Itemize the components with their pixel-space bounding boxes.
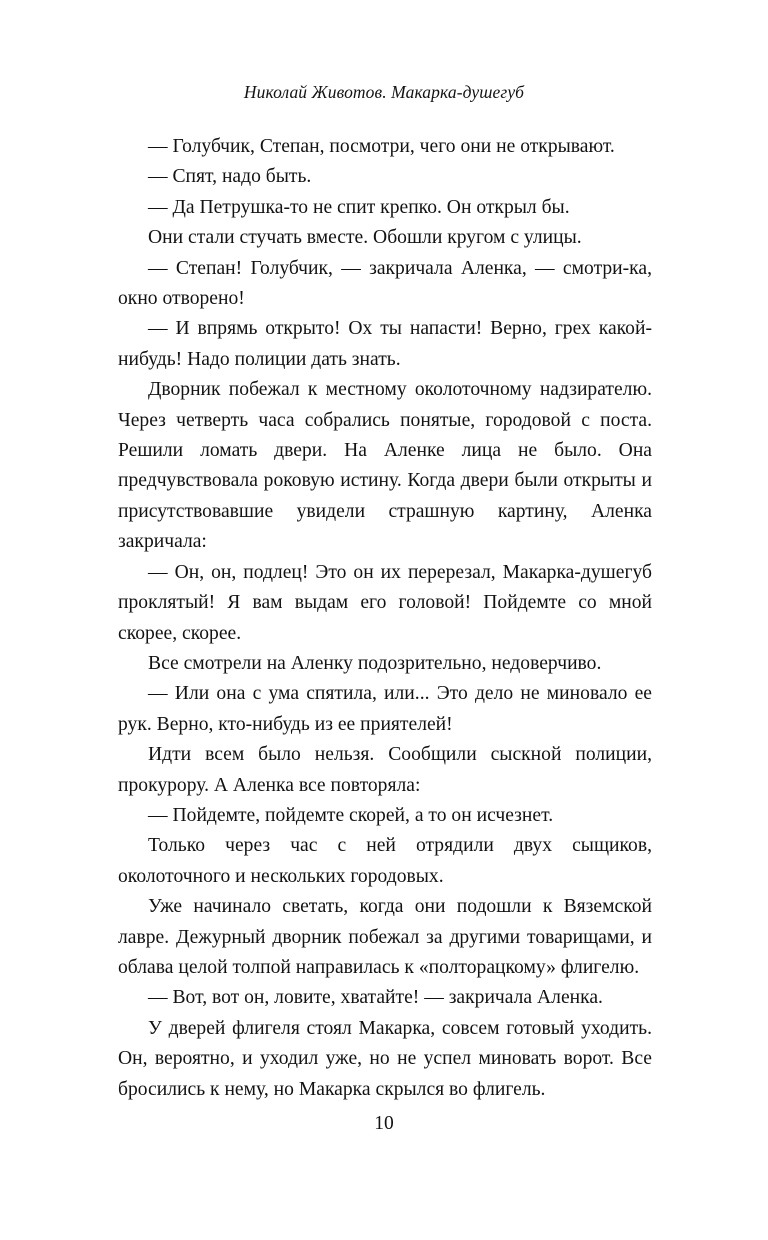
paragraph: Уже начинало светать, когда они подошли к Вяземской лавре. Дежурный дворник побежал за другими товарищами, и облава целой толпой направилась к «полторацкому» флигелю. — [118, 896, 652, 978]
body-text — [118, 132, 652, 1105]
paragraph: Дворник побежал к местному околоточному надзирателю. Через четверть часа собрались понятые, городовой с поста. Решили ломать двери. На Аленке лица не было. Она предчувствовала роковую истину. Когда двери были открыты и присутствовавшие увидели страшную картину, Аленка закричала: — [118, 379, 652, 553]
paragraph: — Да Петрушка-то не спит крепко. Он открыл бы. — [148, 196, 570, 218]
paragraph: — Голубчик, Степан, посмотри, чего они не открывают. — [148, 136, 615, 157]
paragraph: — Он, он, подлец! Это он их перерезал, Макарка-душегуб проклятый! Я вам выдам его головой! Пойдемте со мной скорее, скорее. — [118, 561, 652, 644]
paragraph: — Спят, надо быть. — [148, 166, 312, 188]
paragraph: — И впрямь открыто! Ох ты напасти! Верно, грех какой-нибудь! Надо полиции дать знать. — [118, 318, 652, 370]
paragraph: Идти всем было нельзя. Сообщили сыскной полиции, прокурору. А Аленка все повторяла: — [118, 744, 652, 796]
paragraph: — Степан! Голубчик, — закричала Аленка, — смотри-ка, окно отворено! — [118, 257, 652, 310]
paragraph: Только через час с ней отрядили двух сыщиков, околоточного и нескольких городовых. — [118, 835, 652, 887]
paragraph: — Пойдемте, пойдемте скорей, а то он исчезнет. — [148, 804, 554, 826]
paragraph: У дверей флигеля стоял Макарка, совсем готовый уходить. Он, вероятно, и уходил уже, но не успел миновать ворот. Все бросились к нему, но Макарка скрылся во флигель. — [118, 1017, 652, 1100]
paragraph: Все смотрели на Аленку подозрительно, недоверчиво. — [148, 652, 602, 674]
page-number: 10 — [374, 1113, 394, 1134]
paragraph: — Вот, вот он, ловите, хватайте! — закричала Аленка. — [148, 987, 603, 1009]
paragraph: Они стали стучать вместе. Обошли кругом с улицы. — [148, 227, 582, 249]
paragraph: — Или она с ума спятила, или... Это дело не миновало ее рук. Верно, кто-нибудь из ее приятелей! — [118, 683, 652, 735]
running-head: Николай Животов. Макарка-душегуб — [243, 82, 525, 102]
